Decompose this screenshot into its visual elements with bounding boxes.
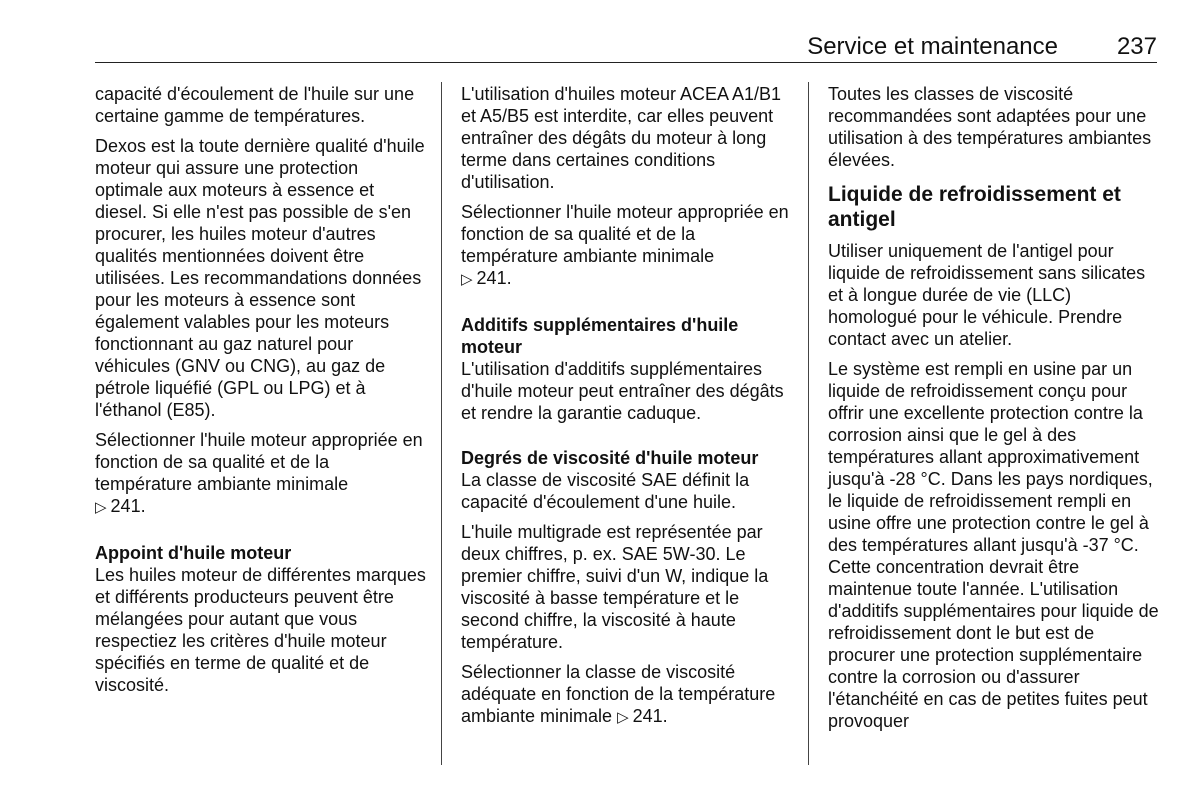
column-1 [95,83,427,704]
paragraph: Les huiles moteur de différentes marques et différents producteurs peuvent être mélangées pour autant que vous respectiez les critères d'huile moteur spécifiés en terme de qualité et de viscosité. [95,565,426,695]
subheading-degres: Degrés de viscosité d'huile moteur [461,448,759,468]
paragraph [461,661,795,729]
paragraph: L'utilisation d'huiles moteur ACEA A1/B1 et A5/B5 est interdite, car elles peuvent entraîner des dégâts du moteur à long terme dans certaines conditions d'utilisation. [461,84,782,192]
subheading-appoint: Appoint d'huile moteur [95,543,292,563]
paragraph: Dexos est la toute dernière qualité d'huile moteur qui assure une protection optimale aux moteurs à essence et diesel. Si elle n'est pas possible de s'en procurer, les huiles moteur d'autres qualités mentionnées doivent être utilisées. Les recommandations données pour les moteurs à essence sont également valables pour les moteurs fonctionnant au gaz naturel pour véhicules (GNV ou CNG), au gaz de pétrole liquéfié (GPL ou LPG) et à l'éthanol (E85). [95,136,425,420]
paragraph-text: Sélectionner l'huile moteur appropriée en fonction de sa qualité et de la température ambiante minimale [461,202,789,266]
paragraph: L'utilisation d'additifs supplémentaires d'huile moteur peut entraîner des dégâts et rendre la garantie caduque. [461,359,784,423]
paragraph: Toutes les classes de viscosité recommandées sont adaptées pour une utilisation à des températures ambiantes élevées. [828,84,1152,170]
page-ref-link[interactable]: 241. [632,706,668,726]
page-number: 237 [1116,33,1157,60]
paragraph [461,201,795,291]
header-divider [95,62,1157,63]
page-ref-icon: ▷ [461,271,473,288]
column-divider-1 [441,82,442,765]
page-ref-icon: ▷ [95,499,107,516]
page-ref-link[interactable]: 241. [110,496,146,516]
section-title: Service et maintenance [807,33,1058,60]
paragraph: Utiliser uniquement de l'antigel pour liquide de refroidissement sans silicates et à longue durée de vie (LLC) homologué pour le véhicule. Prendre contact avec un atelier. [828,241,1146,349]
paragraph-text: Sélectionner la classe de viscosité adéquate en fonction de la température ambiante minimale [461,662,776,726]
subheading-additifs: Additifs supplémentaires d'huile moteur [461,315,739,357]
paragraph: La classe de viscosité SAE définit la capacité d'écoulement d'une huile. [461,470,750,512]
column-divider-2 [808,82,809,765]
paragraph: capacité d'écoulement de l'huile sur une certaine gamme de températures. [95,84,415,126]
paragraph-text: Sélectionner l'huile moteur appropriée en fonction de sa qualité et de la température ambiante minimale [95,430,423,494]
paragraph [95,429,427,519]
heading-liquide: Liquide de refroidissement et antigel [828,183,1121,231]
paragraph: Le système est rempli en usine par un liquide de refroidissement conçu pour offrir une excellente protection contre la corrosion ainsi que le gel à des températures allant approximativement jusqu'à -28 °C. Dans les pays nordiques, le liquide de refroidissement rempli en usine offre une protection contre le gel à des températures allant jusqu'à -37 °C. Cette concentration devrait être maintenue toute l'année. L'utilisation d'additifs supplémentaires pour liquide de refroidissement dont le but est de procurer une protection supplémentaire contre la corrosion ou d'assurer l'étanchéité en cas de petites fuites peut provoquer [828,359,1159,731]
page-ref-icon: ▷ [617,709,629,726]
column-3 [828,83,1160,740]
paragraph: L'huile multigrade est représentée par deux chiffres, p. ex. SAE 5W-30. Le premier chiffre, suivi d'un W, indique la viscosité à basse température et le second chiffre, la viscosité à haute température. [461,522,769,652]
column-2 [461,83,795,737]
page-ref-link[interactable]: 241. [476,268,512,288]
